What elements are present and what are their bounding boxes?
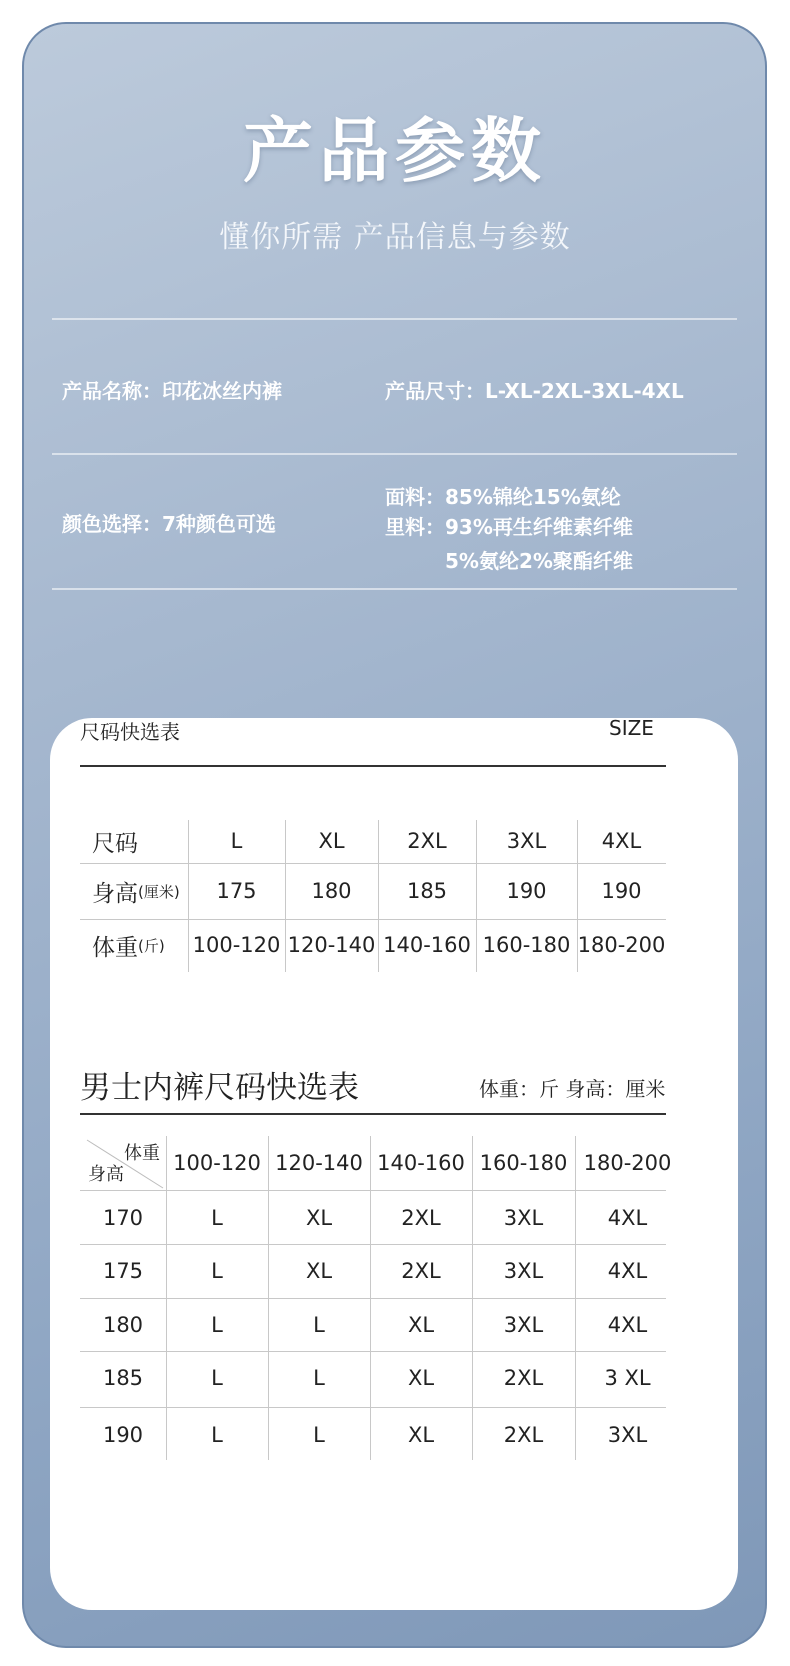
height-cell: 180 — [311, 879, 352, 903]
size-cell: L — [230, 829, 243, 853]
page-subtitle: 懂你所需 产品信息与参数 — [219, 220, 571, 255]
size-result-cell: XL — [305, 1206, 333, 1230]
height-cell: 175 — [216, 879, 257, 903]
size-result-cell: L — [313, 1313, 325, 1337]
size-result-cell: 2XL — [503, 1366, 544, 1390]
size-table-title: 尺码快选表 — [80, 720, 180, 744]
divider — [52, 588, 737, 590]
grid-line — [285, 820, 286, 972]
height-cell: 190 — [601, 879, 642, 903]
product-size: 产品尺寸：L-XL-2XL-3XL-4XL — [385, 379, 684, 403]
grid-line — [80, 919, 666, 920]
size-result-cell: 3XL — [503, 1313, 544, 1337]
size-result-cell: 3XL — [607, 1423, 648, 1447]
weight-col-header: 120-140 — [275, 1151, 363, 1175]
size-result-cell: 3XL — [503, 1206, 544, 1230]
height-row-header: 185 — [102, 1366, 144, 1390]
weight-col-header: 160-180 — [479, 1151, 568, 1175]
fabric-lining: 里料：93%再生纤维素纤维 — [385, 515, 633, 539]
size-result-cell: L — [313, 1366, 325, 1390]
divider — [52, 453, 737, 455]
size-result-cell: L — [211, 1313, 223, 1337]
grid-line — [188, 820, 189, 972]
weight-col-header: 180-200 — [583, 1151, 672, 1175]
size-result-cell: L — [211, 1206, 223, 1230]
weight-col-header: 100-120 — [173, 1151, 261, 1175]
weight-cell: 100-120 — [192, 933, 281, 957]
grid-line — [577, 820, 578, 972]
size-result-cell: L — [211, 1423, 223, 1447]
height-row-header: 170 — [102, 1206, 144, 1230]
size-result-cell: 3 XL — [604, 1366, 651, 1390]
size-result-cell: 4XL — [607, 1313, 648, 1337]
page-title: 产品参数 — [243, 110, 547, 192]
size-table-title-en: SIZE — [609, 716, 654, 740]
height-cell: 185 — [406, 879, 448, 903]
size-result-cell: L — [211, 1259, 223, 1283]
size-result-cell: L — [313, 1423, 325, 1447]
grid-line — [80, 1190, 666, 1191]
men-table-rule — [80, 1113, 666, 1115]
size-result-cell: 2XL — [503, 1423, 544, 1447]
divider — [52, 318, 737, 320]
size-cell: 3XL — [506, 829, 547, 853]
size-result-cell: 4XL — [607, 1259, 648, 1283]
size-result-cell: XL — [407, 1423, 435, 1447]
weight-cell: 140-160 — [383, 933, 471, 957]
size-result-cell: L — [211, 1366, 223, 1390]
height-cell: 190 — [506, 879, 547, 903]
color-choice: 颜色选择：7种颜色可选 — [62, 512, 276, 536]
grid-line — [476, 820, 477, 972]
weight-cell: 180-200 — [577, 933, 666, 957]
men-table-title: 男士内裤尺码快选表 — [80, 1070, 359, 1106]
grid-line — [80, 1244, 666, 1245]
size-cell: 4XL — [601, 829, 642, 853]
corner-weight-label: 体重 — [124, 1143, 160, 1164]
size-result-cell: XL — [407, 1313, 435, 1337]
fabric-lining-2: 5%氨纶2%聚酯纤维 — [445, 549, 633, 573]
size-result-cell: 3XL — [503, 1259, 544, 1283]
row-label-weight: 体重 (斤) — [92, 934, 165, 961]
size-cell: XL — [318, 829, 345, 853]
grid-line — [80, 1298, 666, 1299]
size-result-cell: XL — [407, 1366, 435, 1390]
size-cell: 2XL — [407, 829, 447, 853]
fabric-face: 面料：85%锦纶15%氨纶 — [385, 485, 621, 509]
grid-line — [80, 1351, 666, 1352]
weight-col-header: 140-160 — [377, 1151, 465, 1175]
size-result-cell: 2XL — [401, 1259, 441, 1283]
product-name: 产品名称：印花冰丝内裤 — [62, 379, 282, 403]
size-result-cell: XL — [305, 1259, 333, 1283]
weight-cell: 160-180 — [482, 933, 571, 957]
weight-cell: 120-140 — [287, 933, 376, 957]
grid-line — [80, 863, 666, 864]
size-table-rule — [80, 765, 666, 767]
row-label-height: 身高 (厘米) — [92, 880, 180, 907]
size-result-cell: 4XL — [607, 1206, 648, 1230]
unit-note: 体重：斤 身高：厘米 — [479, 1077, 666, 1101]
row-label-size: 尺码 — [92, 830, 138, 857]
height-row-header: 180 — [102, 1313, 144, 1337]
height-row-header: 190 — [102, 1423, 144, 1447]
grid-line — [80, 1407, 666, 1408]
size-result-cell: 2XL — [401, 1206, 441, 1230]
height-row-header: 175 — [102, 1259, 144, 1283]
corner-height-label: 身高 — [88, 1164, 124, 1185]
grid-line — [378, 820, 379, 972]
